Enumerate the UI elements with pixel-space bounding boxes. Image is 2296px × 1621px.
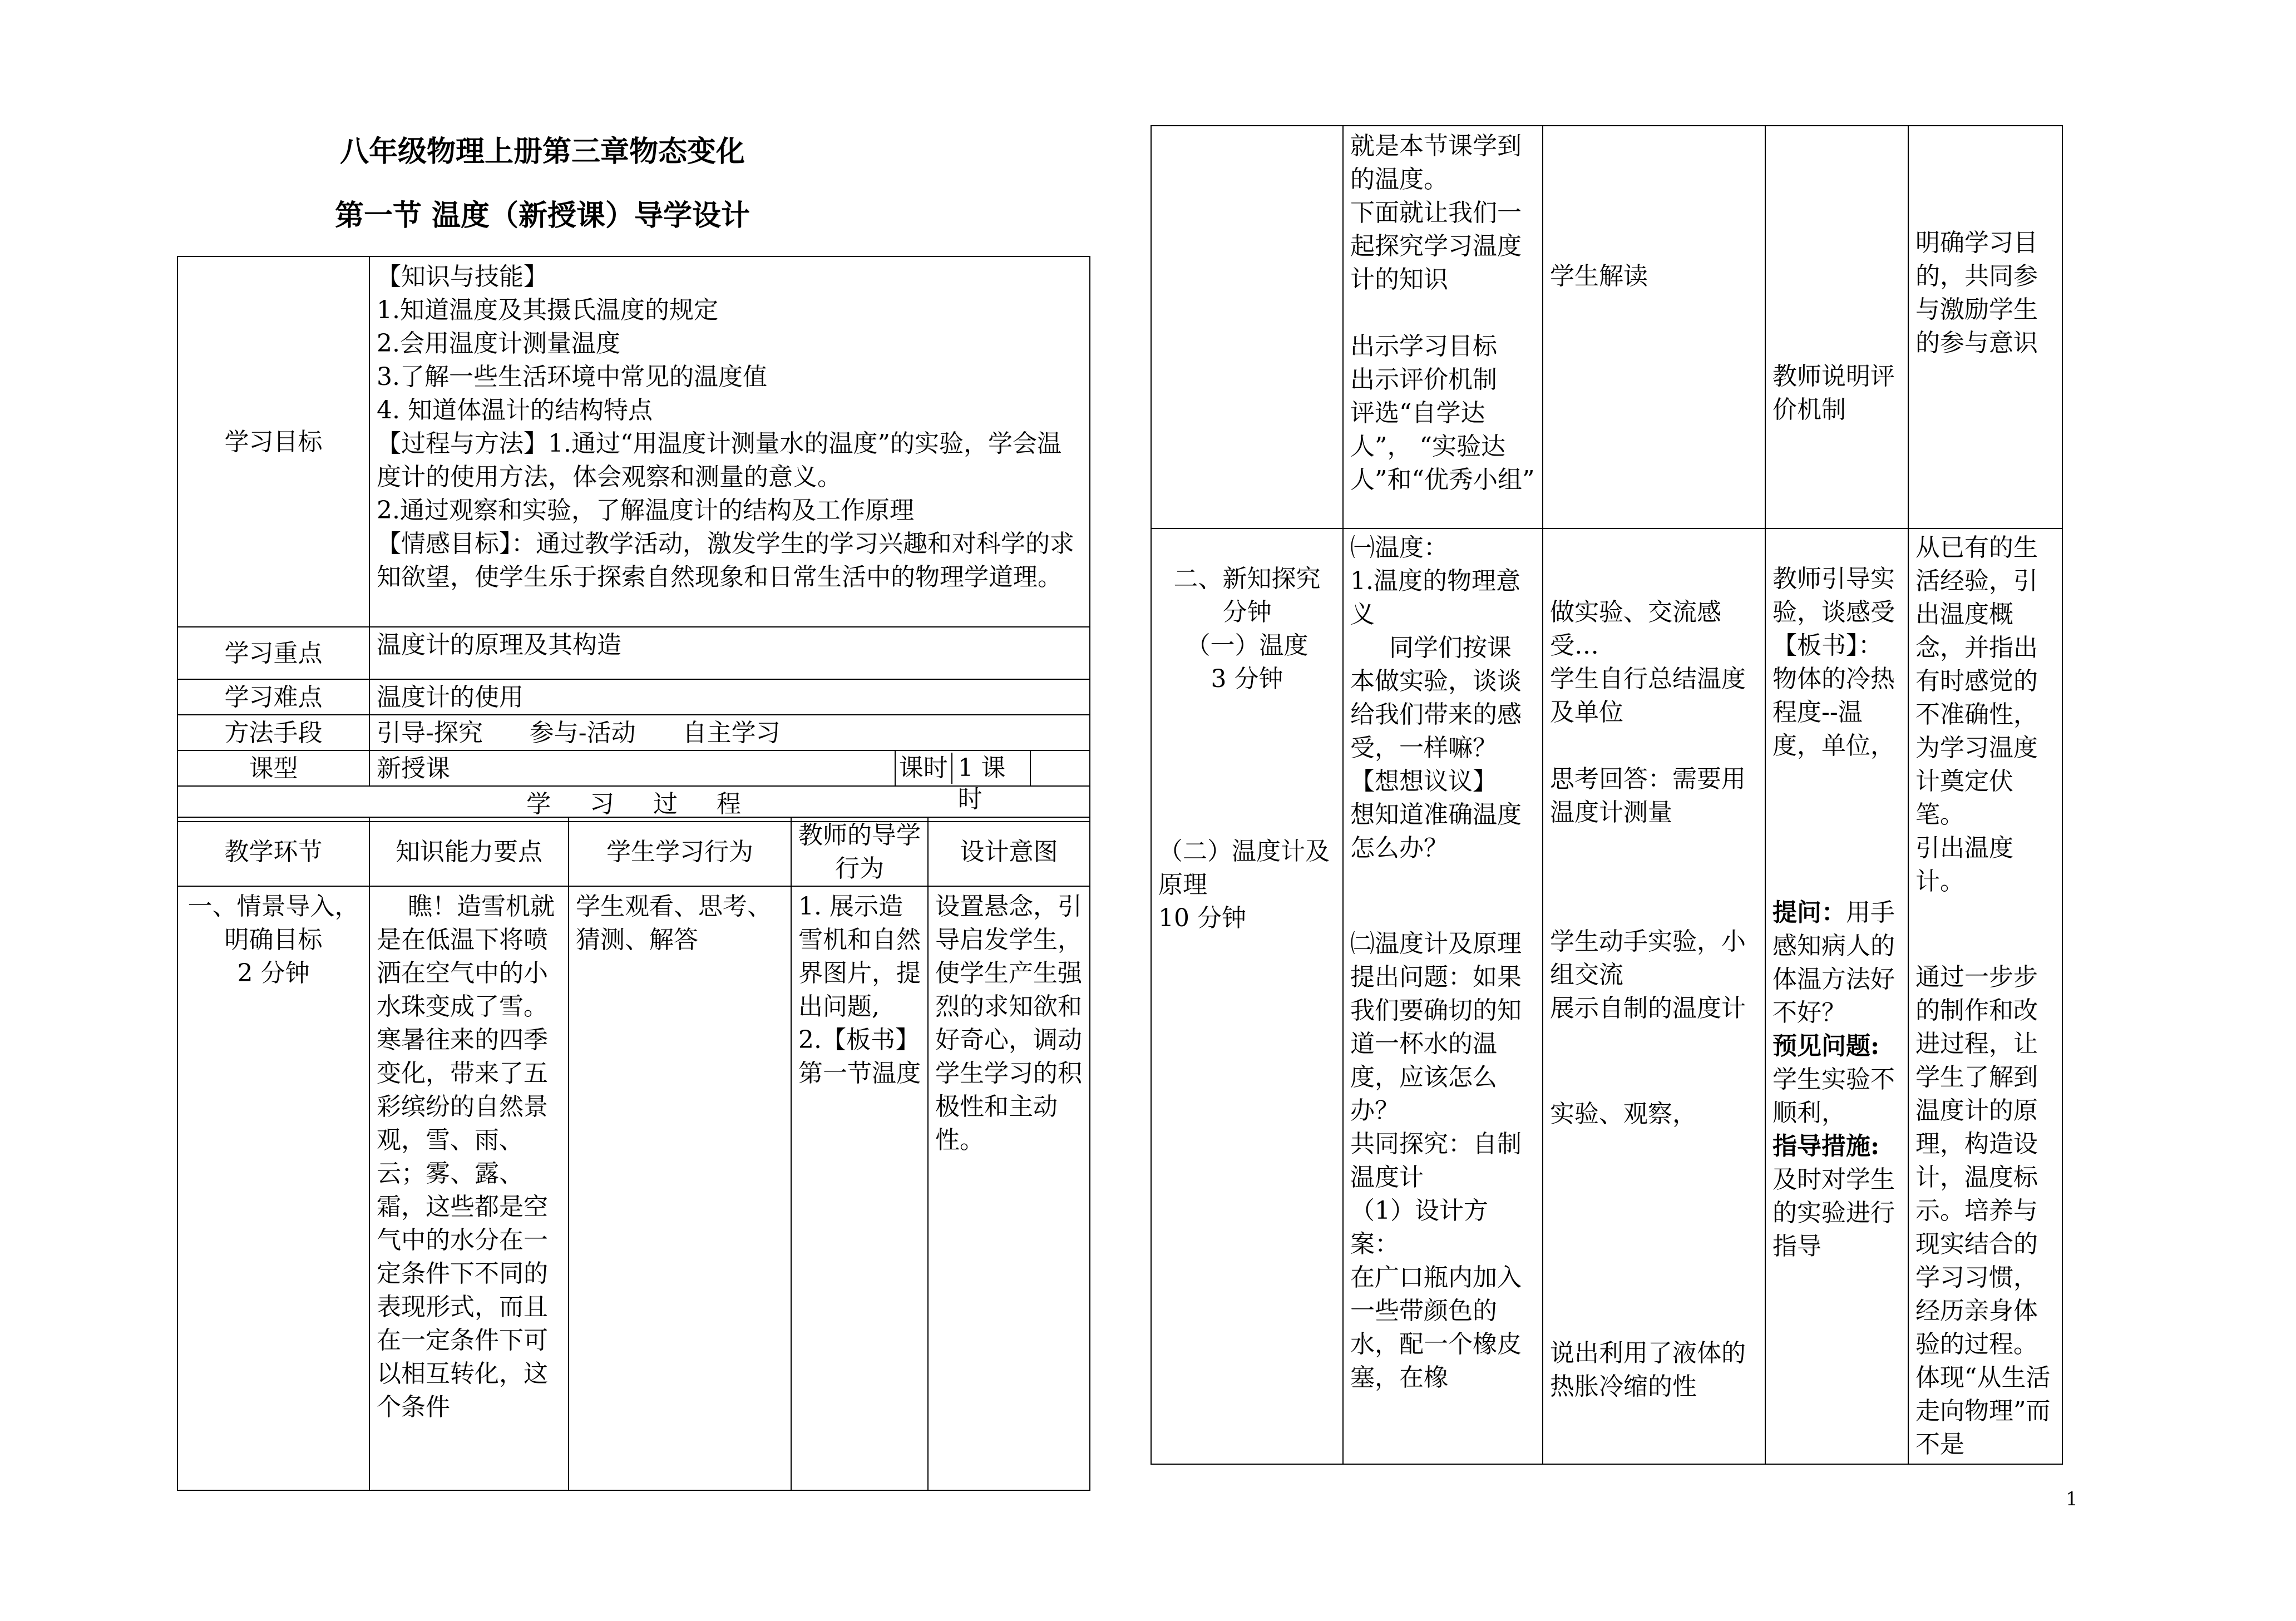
rowb-student3: 实验、观察， xyxy=(1550,1100,1697,1128)
left-process-table xyxy=(177,817,1090,1491)
period-text: 1 课时 xyxy=(957,754,1006,813)
type-text: 新授课 xyxy=(369,750,895,786)
type-label: 课型 xyxy=(177,750,369,786)
row1-stage: 一、情景导入， 明确目标 2 分钟 xyxy=(177,886,369,1490)
title-line2: 第一节 温度（新授课）导学设计 xyxy=(334,199,750,233)
key-label: 学习重点 xyxy=(177,627,369,679)
rowb-knowledge1: ㈠温度： 1.温度的物理意义 同学们按课本做实验，谈谈给我们带来的感受，一样嘛？ 【想想议议】 想知道准确温度怎么办？ xyxy=(1350,533,1522,862)
method-text: 引导-探究 参与-活动 自主学习 xyxy=(369,715,1090,750)
objectives-text: 【知识与技能】 1.知道温度及其摄氏温度的规定 2.会用温度计测量温度 3.了解一些生活环境中常见的温度值 4. 知道体温计的结构特点 【过程与方法】1.通过“用温度计测量水的温度”的实验，学会温度计的使用方法，体会观察和测量的意义。 2.通过观察和实验，了解温度计的结构及工作原理 【情感目标】：通过教学活动，激发学生的学习兴趣和对科学的求知欲望，使学生乐于探索自然现象和日常生活中的物理学道理。 xyxy=(369,256,1090,627)
teacher-predict-label: 预见问题: xyxy=(1772,1032,1880,1060)
process-label: 学 习 过 程 xyxy=(177,786,1090,822)
teacher-question-label: 提问： xyxy=(1772,898,1846,927)
header-student: 学生学习行为 xyxy=(569,817,791,886)
page-number: 1 xyxy=(2066,1488,2078,1510)
rowb-stage1: 二、新知探究 分钟 （一）温度 3 分钟 xyxy=(1173,565,1321,693)
teacher-question-text: 用手感知病人的体温方法好不好？ xyxy=(1772,898,1895,1027)
teacher-measure-label: 指导措施: xyxy=(1772,1132,1880,1160)
row1-knowledge: 瞧！造雪机就是在低温下将喷洒在空气中的小水珠变成了雪。寒暑往来的四季变化，带来了五彩缤纷的自然景观，雪、雨、云；雾、露、霜，这些都是空气中的水分在一定条件下不同的表现形式，而且在一定条件下可以相互转化，这个条件 xyxy=(369,886,569,1490)
rowb-teacher-question xyxy=(1772,896,1901,1030)
rowa-teacher: 教师说明评价机制 xyxy=(1765,126,1908,528)
rowb-stage2: （二）温度计及原理 10 分钟 xyxy=(1158,837,1330,932)
header-intent: 设计意图 xyxy=(928,817,1090,886)
rowa-knowledge: 就是本节课学到的温度。 下面就让我们一起探究学习温度计的知识 出示学习目标 出示评价机制 评选“自学达人”， “实验达人”和“优秀小组” xyxy=(1343,126,1543,528)
header-knowledge: 知识能力要点 xyxy=(369,817,569,886)
objectives-label: 学习目标 xyxy=(177,256,369,627)
rowb-intent1: 从已有的生活经验，引出温度概念，并指出有时感觉的不准确性，为学习温度计奠定伏笔。 引出温度计。 xyxy=(1915,533,2038,896)
teacher-predict-text: 学生实验不顺利， xyxy=(1772,1065,1895,1127)
rowb-student1: 做实验、交流感受… 学生自行总结温度及单位 思考回答：需要用温度计测量 xyxy=(1550,598,1746,827)
row1-student: 学生观看、思考、猜测、解答 xyxy=(569,886,791,1490)
rowb-student4: 说出利用了液体的热胀冷缩的性 xyxy=(1550,1339,1746,1401)
title-line1: 八年级物理上册第三章物态变化 xyxy=(339,135,745,169)
rowb-student2: 学生动手实验，小组交流 展示自制的温度计 xyxy=(1550,927,1746,1022)
key-text: 温度计的原理及其构造 xyxy=(369,627,1090,679)
rowa-intent: 明确学习目的，共同参与激励学生的参与意识 xyxy=(1908,126,2062,528)
header-stage: 教学环节 xyxy=(177,817,369,886)
row1-teacher: 1. 展示造雪机和自然界图片，提出问题, 2.【板书】第一节温度 xyxy=(791,886,928,1490)
period-label: 课时 xyxy=(896,753,952,784)
rowb-knowledge2: ㈡温度计及原理 提出问题：如果我们要确切的知道一杯水的温度，应该怎么办？ 共同探究：自制温度计 （1）设计方案： 在广口瓶内加入一些带颜色的水，配一个橡皮塞，在橡 xyxy=(1350,930,1522,1392)
rowa-student: 学生解读 xyxy=(1543,126,1765,528)
left-table xyxy=(177,256,1090,822)
rowb-intent2: 通过一步步的制作和改进过程，让学生了解到温度计的原理，构造设计，温度标示。培养与现实结合的学习习惯，经历亲身体验的过程。体现“从生活走向物理”而不是 xyxy=(1915,963,2051,1459)
difficulty-text: 温度计的使用 xyxy=(369,679,1090,715)
rowb-teacher-measure xyxy=(1772,1130,1901,1263)
header-teacher: 教师的导学行为 xyxy=(791,817,928,886)
rowb-teacher1: 教师引导实验，谈感受 【板书】：物体的冷热程度--温度，单位， xyxy=(1772,565,1895,760)
row1-intent: 设置悬念，引导启发学生，使学生产生强烈的求知欲和好奇心，调动学生学习的积极性和主动性。 xyxy=(928,886,1090,1490)
difficulty-label: 学习难点 xyxy=(177,679,369,715)
right-table xyxy=(1151,125,2063,1465)
teacher-measure-text: 及时对学生的实验进行指导 xyxy=(1772,1165,1895,1261)
rowb-teacher-predict xyxy=(1772,1030,1901,1130)
method-label: 方法手段 xyxy=(177,715,369,750)
